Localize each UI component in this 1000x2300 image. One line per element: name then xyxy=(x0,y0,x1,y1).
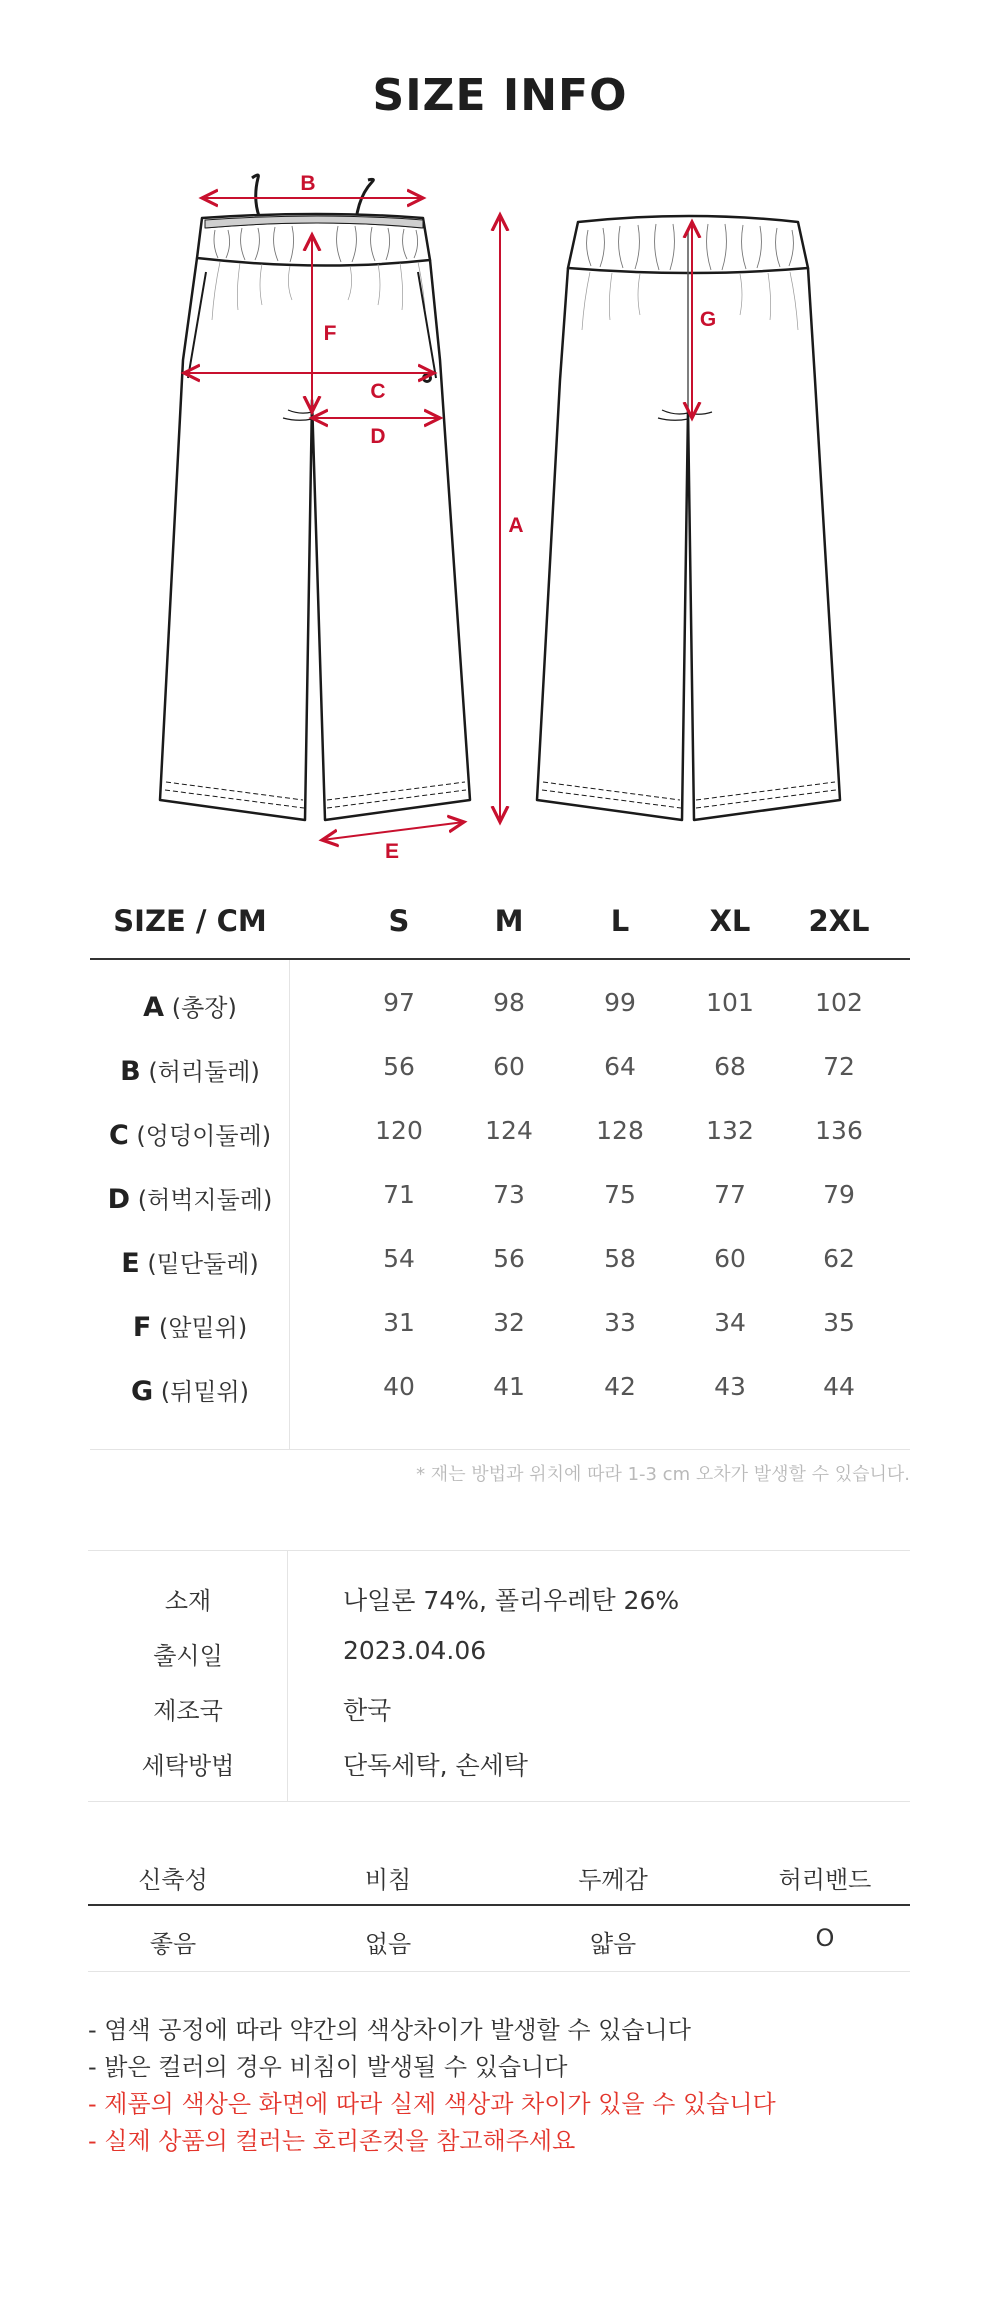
table-cell: 64 xyxy=(604,1052,636,1081)
feel-header-waistband: 허리밴드 xyxy=(778,1866,872,1894)
feel-value-stretch: 좋음 xyxy=(149,1930,197,1958)
row-code: D xyxy=(107,1184,131,1215)
info-key: 출시일 xyxy=(153,1642,223,1670)
table-cell: 31 xyxy=(383,1308,415,1337)
feel-value-waistband: O xyxy=(815,1924,835,1952)
label-a: A xyxy=(508,514,524,537)
table-cell: 120 xyxy=(375,1116,423,1145)
label-g: G xyxy=(699,308,717,331)
table-cell: 54 xyxy=(383,1244,415,1273)
feel-table-row xyxy=(88,1906,910,1972)
table-cell: 136 xyxy=(815,1116,863,1145)
info-key: 제조국 xyxy=(153,1697,223,1725)
row-label xyxy=(90,1116,290,1151)
table-row xyxy=(90,972,910,1036)
size-col-xl: XL xyxy=(709,904,751,938)
table-row xyxy=(90,1164,910,1228)
table-cell: 98 xyxy=(493,988,525,1017)
table-cell: 75 xyxy=(604,1180,636,1209)
label-e: E xyxy=(384,840,400,863)
table-cell: 73 xyxy=(493,1180,525,1209)
table-cell: 79 xyxy=(823,1180,855,1209)
feel-value-sheer: 없음 xyxy=(364,1930,412,1958)
feel-header-sheer: 비침 xyxy=(364,1866,412,1894)
info-value: 나일론 74%, 폴리우레탄 26% xyxy=(343,1586,680,1615)
notes-list xyxy=(88,2012,918,2160)
table-cell: 72 xyxy=(823,1052,855,1081)
measurement-note: * 재는 방법과 위치에 따라 1-3 cm 오차가 발생할 수 있습니다. xyxy=(416,1464,910,1485)
note-item-highlight: - 실제 상품의 컬러는 호리존컷을 참고해주세요 xyxy=(88,2127,576,2155)
info-value: 한국 xyxy=(343,1696,392,1725)
note-item: - 염색 공정에 따라 약간의 색상차이가 발생할 수 있습니다 xyxy=(88,2016,691,2044)
info-value: 단독세탁, 손세탁 xyxy=(343,1751,528,1780)
table-cell: 43 xyxy=(714,1372,746,1401)
info-row-release-date xyxy=(88,1622,910,1677)
size-table-body xyxy=(90,960,910,1450)
table-row xyxy=(90,1100,910,1164)
info-row-country xyxy=(88,1677,910,1732)
row-code: F xyxy=(132,1312,152,1343)
table-cell: 102 xyxy=(815,988,863,1017)
feel-table-header xyxy=(88,1846,910,1906)
row-name: (엉덩이둘레) xyxy=(136,1122,272,1150)
table-cell: 99 xyxy=(604,988,636,1017)
table-row xyxy=(90,1356,910,1420)
table-cell: 56 xyxy=(383,1052,415,1081)
size-table xyxy=(90,880,910,1450)
row-code: E xyxy=(121,1248,140,1279)
row-name: (허리둘레) xyxy=(148,1058,260,1086)
info-row-material xyxy=(88,1567,910,1622)
table-cell: 60 xyxy=(493,1052,525,1081)
size-col-2xl: 2XL xyxy=(808,904,870,938)
row-label xyxy=(90,1372,290,1407)
size-col-m: M xyxy=(494,904,524,938)
label-d: D xyxy=(370,425,386,448)
note-item: - 밝은 컬러의 경우 비침이 발생될 수 있습니다 xyxy=(88,2053,568,2081)
table-cell: 56 xyxy=(493,1244,525,1273)
table-cell: 124 xyxy=(485,1116,533,1145)
label-f: F xyxy=(323,322,337,345)
table-cell: 58 xyxy=(604,1244,636,1273)
row-name: (뒤밑위) xyxy=(160,1378,250,1406)
size-header-label: SIZE / CM xyxy=(113,904,267,938)
info-key: 세탁방법 xyxy=(141,1752,235,1780)
table-cell: 40 xyxy=(383,1372,415,1401)
row-code: G xyxy=(130,1376,154,1407)
size-col-l: L xyxy=(610,904,630,938)
row-label xyxy=(90,1052,290,1087)
fabric-feel-table xyxy=(88,1846,910,1972)
back-view xyxy=(537,216,840,820)
row-name: (밑단둘레) xyxy=(147,1250,259,1278)
info-row-washing xyxy=(88,1732,910,1787)
table-cell: 41 xyxy=(493,1372,525,1401)
pants-size-diagram xyxy=(0,160,1000,880)
feel-header-stretch: 신축성 xyxy=(138,1866,208,1894)
note-item-highlight: - 제품의 색상은 화면에 따라 실제 색상과 차이가 있을 수 있습니다 xyxy=(88,2090,776,2118)
front-measurements xyxy=(184,198,500,840)
table-cell: 60 xyxy=(714,1244,746,1273)
table-cell: 132 xyxy=(706,1116,754,1145)
row-code: C xyxy=(108,1120,129,1151)
table-cell: 32 xyxy=(493,1308,525,1337)
row-label xyxy=(90,1308,290,1343)
table-cell: 34 xyxy=(714,1308,746,1337)
table-row xyxy=(90,1292,910,1356)
table-cell: 101 xyxy=(706,988,754,1017)
table-cell: 71 xyxy=(383,1180,415,1209)
front-view xyxy=(160,175,470,820)
row-code: B xyxy=(120,1056,141,1087)
row-name: (총장) xyxy=(171,994,237,1022)
label-b: B xyxy=(300,172,316,195)
table-cell: 68 xyxy=(714,1052,746,1081)
row-name: (허벅지둘레) xyxy=(137,1186,273,1214)
feel-header-thickness: 두께감 xyxy=(578,1866,648,1894)
table-cell: 62 xyxy=(823,1244,855,1273)
table-cell: 97 xyxy=(383,988,415,1017)
label-c: C xyxy=(370,380,386,403)
size-table-header xyxy=(90,880,910,960)
table-row xyxy=(90,1228,910,1292)
info-key: 소재 xyxy=(164,1587,212,1615)
feel-value-thickness: 얇음 xyxy=(589,1930,637,1958)
page-title: SIZE INFO xyxy=(372,70,628,121)
row-code: A xyxy=(143,992,165,1023)
table-cell: 42 xyxy=(604,1372,636,1401)
row-name: (앞밑위) xyxy=(158,1314,248,1342)
size-col-s: S xyxy=(388,904,410,938)
table-cell: 128 xyxy=(596,1116,644,1145)
info-value: 2023.04.06 xyxy=(343,1636,487,1665)
row-label xyxy=(90,1180,290,1215)
table-cell: 33 xyxy=(604,1308,636,1337)
table-cell: 77 xyxy=(714,1180,746,1209)
table-cell: 44 xyxy=(823,1372,855,1401)
row-label xyxy=(90,988,290,1023)
table-row xyxy=(90,1036,910,1100)
row-label xyxy=(90,1244,290,1279)
table-cell: 35 xyxy=(823,1308,855,1337)
product-info-table xyxy=(88,1550,910,1802)
